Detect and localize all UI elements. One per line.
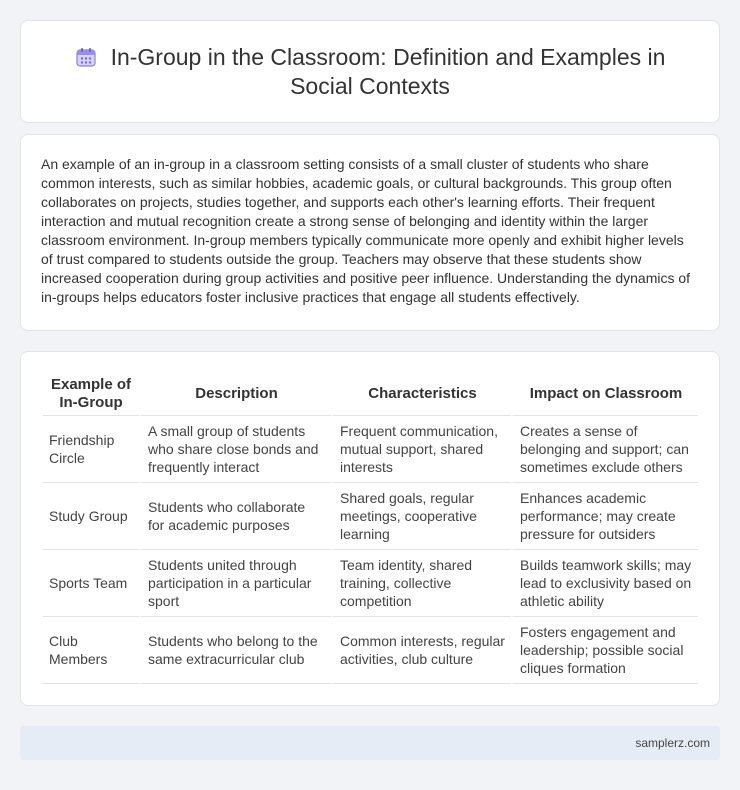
table-row xyxy=(43,483,698,550)
cell-impact: Fosters engagement and leadership; possible social cliques formation xyxy=(511,617,698,684)
intro-card xyxy=(20,134,720,331)
cell-example: Club Members xyxy=(43,617,139,684)
cell-characteristics: Team identity, shared training, collective competition xyxy=(331,550,511,617)
cell-example: Study Group xyxy=(43,483,139,550)
cell-description: Students united through participation in a particular sport xyxy=(139,550,331,617)
cell-example: Friendship Circle xyxy=(43,416,139,483)
header-characteristics: Characteristics xyxy=(331,372,511,416)
footer xyxy=(20,726,720,760)
table-row xyxy=(43,416,698,483)
title-card xyxy=(20,20,720,123)
cell-impact: Creates a sense of belonging and support; can sometimes exclude others xyxy=(511,416,698,483)
cell-description: Students who collaborate for academic purposes xyxy=(139,483,331,550)
calendar-icon xyxy=(75,46,97,68)
cell-characteristics: Shared goals, regular meetings, cooperative learning xyxy=(331,483,511,550)
cell-impact: Builds teamwork skills; may lead to exclusivity based on athletic ability xyxy=(511,550,698,617)
cell-example: Sports Team xyxy=(43,550,139,617)
cell-description: Students who belong to the same extracurricular club xyxy=(139,617,331,684)
header-example: Example of In-Group xyxy=(43,372,139,416)
page-title-wrap xyxy=(21,43,719,101)
table-row xyxy=(43,617,698,684)
page-title: In-Group in the Classroom: Definition and Examples in Social Contexts xyxy=(110,44,666,99)
cell-characteristics: Frequent communication, mutual support, shared interests xyxy=(331,416,511,483)
cell-characteristics: Common interests, regular activities, club culture xyxy=(331,617,511,684)
table-header-row xyxy=(43,372,698,416)
table-card xyxy=(20,351,720,706)
intro-paragraph: An example of an in-group in a classroom setting consists of a small cluster of students who share common interests, such as similar hobbies, academic goals, or cultural backgrounds. This group often collaborates on projects, studies together, and supports each other's learning efforts. Their frequent interaction and mutual recognition create a strong sense of belonging and identity within the larger classroom environment. In-group members typically communicate more openly and exhibit higher levels of trust compared to students outside the group. Teachers may observe that these students show increased cooperation during group activities and positive peer influence. Understanding the dynamics of in-groups helps educators foster inclusive practices that engage all students effectively. xyxy=(41,156,691,305)
table-row xyxy=(43,550,698,617)
in-group-table xyxy=(43,372,698,684)
footer-site-link[interactable]: samplerz.com xyxy=(635,736,710,750)
header-description: Description xyxy=(139,372,331,416)
header-impact: Impact on Classroom xyxy=(511,372,698,416)
cell-description: A small group of students who share close bonds and frequently interact xyxy=(139,416,331,483)
cell-impact: Enhances academic performance; may create pressure for outsiders xyxy=(511,483,698,550)
